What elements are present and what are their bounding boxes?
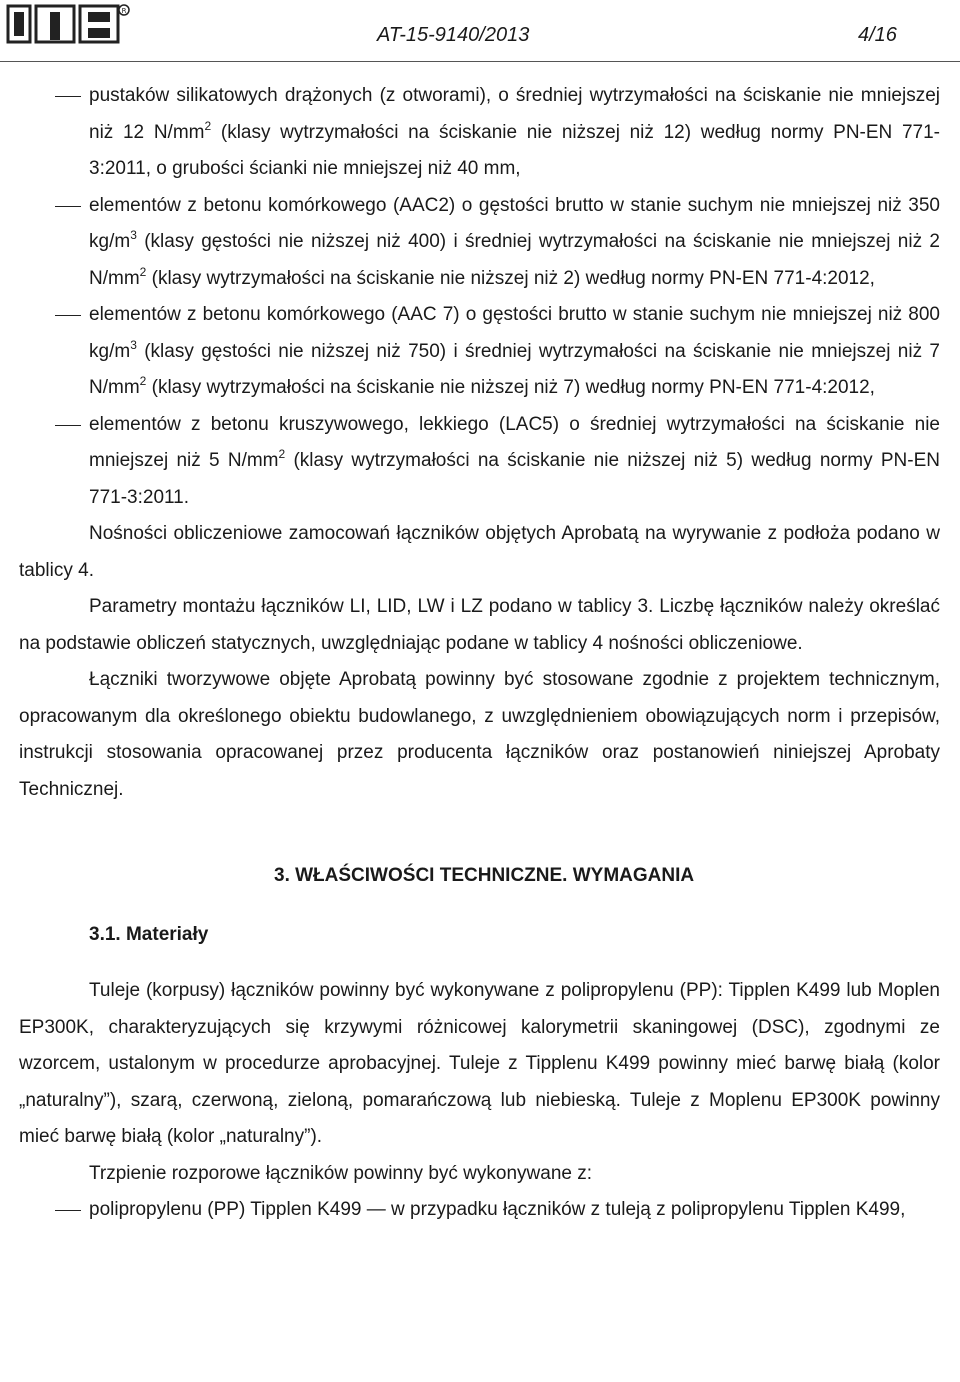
dash-bullet bbox=[55, 1210, 81, 1211]
document-reference: AT-15-9140/2013 bbox=[377, 24, 530, 46]
section-heading: 3. WŁAŚCIWOŚCI TECHNICZNE. WYMAGANIA bbox=[274, 865, 695, 886]
paragraph: Tuleje (korpusy) łączników powinny być wykonywane z polipropylenu (PP): Tipplen K499 lub Moplen EP300K, charakteryzujących się krzywymi różnicowej kalorymetrii skaningowej (DSC), zgodnymi ze wzorcem, ustalonym w procedurze aprobacyjnej. Tuleje z Tipplenu K499 powinny mieć barwę białą (kolor „naturalny”), szarą, czerwoną, zieloną, pomarańczową lub niebieską. Tuleje z Moplenu EP300K powinny mieć barwę białą (kolor „naturalny”). bbox=[19, 980, 940, 1147]
list-item: polipropylenu (PP) Tipplen K499 — w przypadku łączników z tuleją z polipropylenu Tipplen K499, bbox=[19, 1192, 940, 1229]
dash-bullet bbox=[55, 425, 81, 426]
svg-text:R: R bbox=[121, 7, 127, 15]
dash-bullet bbox=[55, 315, 81, 316]
list-item: pustaków silikatowych drążonych (z otworami), o średniej wytrzymałości na ściskanie nie mniejszej niż 12 $N/mm^2$ (klasy wytrzymałości na ściskanie nie niższej niż 12) według normy PN-EN 771-3:2011, o grubości ścianki nie mniejszej niż 40 mm, bbox=[19, 78, 940, 188]
list-item: elementów z betonu komórkowego (AAC 7) o gęstości brutto w stanie suchym nie mniejszej niż 800 $kg/m^3$ (klasy gęstości nie niższej niż 750) i średniej wytrzymałości na ściskanie nie mniejszej niż 7 $N/mm^2$ (klasy wytrzymałości na ściskanie nie niższej niż 7) według normy PN-EN 771-4:2012, bbox=[19, 297, 940, 407]
dash-bullet bbox=[55, 96, 81, 97]
list-item: elementów z betonu komórkowego (AAC2) o gęstości brutto w stanie suchym nie mniejszej niż 350 $kg/m^3$ (klasy gęstości nie niższej niż 400) i średniej wytrzymałości na ściskanie nie mniejszej niż 2 $N/mm^2$ (klasy wytrzymałości na ściskanie nie niższej niż 2) według normy PN-EN 771-4:2012, bbox=[19, 188, 940, 298]
paragraph: Nośności obliczeniowe zamocowań łączników objętych Aprobatą na wyrywanie z podłoża podano w tablicy 4. bbox=[19, 523, 940, 581]
list-item: elementów z betonu kruszywowego, lekkiego (LAC5) o średniej wytrzymałości na ściskanie nie mniejszej niż 5 $N/mm^2$ (klasy wytrzymałości na ściskanie nie niższej niż 5) według normy PN-EN 771-3:2011. bbox=[19, 407, 940, 517]
paragraph: Trzpienie rozporowe łączników powinny być wykonywane z: bbox=[89, 1162, 593, 1184]
header-divider bbox=[0, 61, 960, 62]
dash-bullet bbox=[55, 206, 81, 207]
document-body bbox=[19, 78, 940, 1229]
subsection-heading: 3.1. Materiały bbox=[89, 923, 209, 945]
paragraph: Parametry montażu łączników LI, LID, LW i LZ podano w tablicy 3. Liczbę łączników należy określać na podstawie obliczeń statycznych, uwzględniając podane w tablicy 4 nośności obliczeniowe. bbox=[19, 596, 940, 654]
itb-logo bbox=[6, 4, 130, 44]
paragraph: Łączniki tworzywowe objęte Aprobatą powinny być stosowane zgodnie z projektem technicznym, opracowanym dla określonego obiektu budowlanego, z uwzględnieniem obowiązujących norm i przepisów, instrukcji stosowania opracowanej przez producenta łączników oraz postanowień niniejszej Aprobaty Technicznej. bbox=[19, 669, 940, 800]
page-number: 4/16 bbox=[858, 24, 897, 46]
